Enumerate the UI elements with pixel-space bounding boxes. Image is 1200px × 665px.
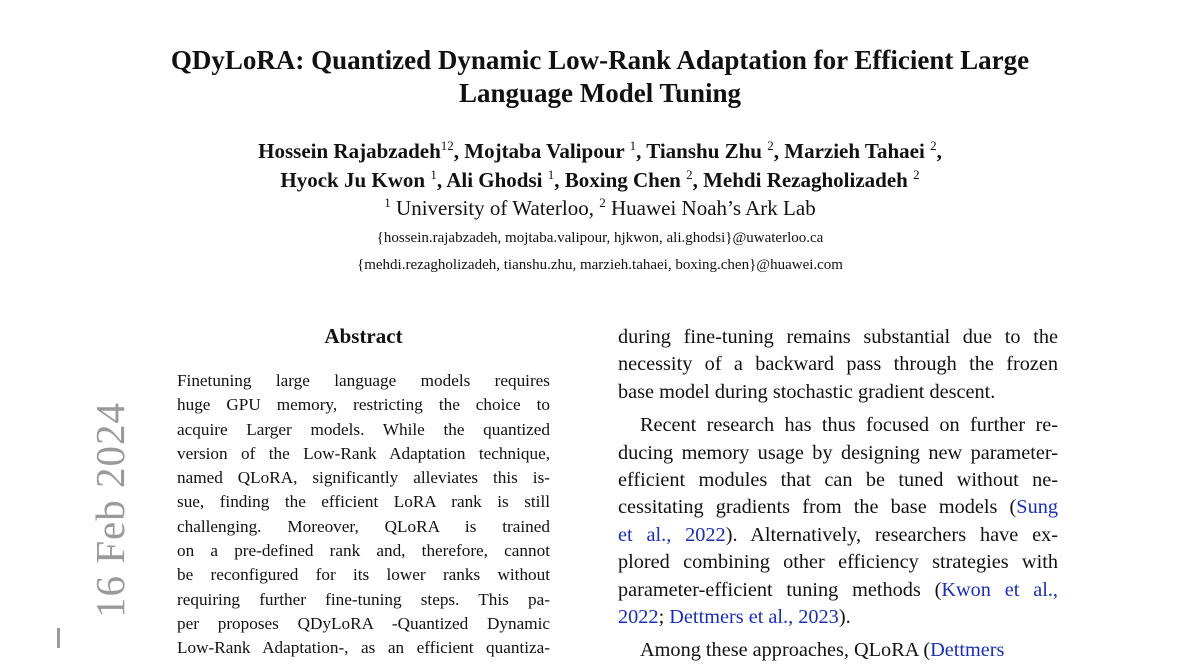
body-line: ducing memory usage by designing new parameter- <box>618 441 1058 464</box>
author-affil-sup: 1 <box>629 138 637 153</box>
body-line: parameter-efficient tuning methods (Kwon et al., <box>618 578 1058 601</box>
body-line: during fine-tuning remains substantial due to the <box>618 326 1058 348</box>
abstract-line: on a pre-defined rank and, therefore, cannot <box>177 541 550 561</box>
abstract-line: named QLoRA, significantly alleviates this is- <box>177 468 550 488</box>
paper-title <box>100 44 1100 110</box>
title-line-1: QDyLoRA: Quantized Dynamic Low-Rank Adaptation for Efficient Large <box>170 45 1030 75</box>
body-line: cessitating gradients from the base models (Sung <box>618 496 1058 519</box>
abstract-line: Finetuning large language models requires <box>177 371 550 390</box>
body-line: Among these approaches, QLoRA (Dettmers <box>640 639 1005 662</box>
citation-link[interactable]: 2022 <box>618 606 659 629</box>
author-affil-sup: 1 <box>430 167 437 182</box>
body-line: et al., 2022). Alternatively, researchers have ex- <box>618 523 1058 546</box>
author-name: Hossein Rajabzadeh <box>258 139 441 163</box>
citation-link[interactable]: Kwon et al., <box>941 578 1058 601</box>
author-name: Hyock Ju Kwon <box>280 168 426 192</box>
body-line: necessity of a backward pass through the frozen <box>618 353 1058 376</box>
abstract-line: acquire Larger models. While the quantized <box>177 419 550 439</box>
citation-link[interactable]: Dettmers <box>930 639 1005 662</box>
body-line: base model during stochastic gradient descent. <box>618 380 996 403</box>
affiliations <box>100 194 1100 222</box>
abstract-line: requiring further fine-tuning steps. This pa- <box>177 589 550 609</box>
affil-sup: 1 <box>384 195 391 210</box>
author-name: Marzieh Tahaei <box>784 139 925 163</box>
author-name: Mehdi Rezagholizadeh <box>703 168 908 192</box>
body-line: Recent research has thus focused on further re- <box>640 414 1058 437</box>
citation-link[interactable]: Sung <box>1016 496 1058 519</box>
author-affil-sup: 2 <box>686 167 693 182</box>
abstract-line: challenging. Moreover, QLoRA is trained <box>177 516 550 536</box>
body-line: efficient modules that can be tuned without ne- <box>618 469 1058 492</box>
author-name: Ali Ghodsi <box>446 168 543 192</box>
abstract-line: huge GPU memory, restricting the choice to <box>177 395 550 415</box>
title-line-2: Language Model Tuning <box>458 78 742 108</box>
affiliation-2: Huawei Noah’s Ark Lab <box>611 196 816 220</box>
abstract-heading: Abstract <box>324 324 403 348</box>
author-affil-sup: 1 <box>547 167 555 182</box>
body-line: 2022; Dettmers et al., 2023). <box>618 606 851 629</box>
body-line: plored combining other efficiency strategies with <box>618 551 1058 574</box>
abstract-line: Low-Rank Adaptation-, as an efficient quantiza- <box>177 638 550 658</box>
author-name: Boxing Chen <box>564 168 681 192</box>
abstract-body <box>177 369 550 661</box>
affiliation-1: University of Waterloo, <box>396 196 594 220</box>
affil-sup: 2 <box>599 195 606 210</box>
abstract-line: be reconfigured for its lower ranks without <box>177 565 550 585</box>
citation-link[interactable]: Dettmers et al., 2023 <box>669 606 839 629</box>
email-line-2: {mehdi.rezagholizadeh, tianshu.zhu, marzieh.tahaei, boxing.chen}@huawei.com <box>357 257 843 273</box>
author-affil-sup: 12 <box>440 138 454 153</box>
abstract-line: version of the Low-Rank Adaptation technique, <box>177 443 550 463</box>
author-affil-sup: 2 <box>930 138 937 153</box>
author-affil-sup: 2 <box>913 167 920 182</box>
author-affil-sup: 2 <box>767 138 774 153</box>
arxiv-watermark <box>20 0 133 648</box>
abstract-line: sue, finding the efficient LoRA rank is still <box>177 492 550 512</box>
abstract-line: per proposes QDyLoRA -Quantized Dynamic <box>177 613 550 633</box>
arxiv-date: 16 Feb 2024 <box>87 402 133 618</box>
author-name: Mojtaba Valipour <box>464 139 625 163</box>
author-list: Hossein Rajabzadeh$^{12}$, Mojtaba Valipour $^1$, Tianshu Zhu $^2$, Marzieh Tahaei $^2$, Hyock Ju Kwon $^1$, Ali Ghodsi $^1$, Boxing Chen $^2$, Mehdi Rezagholizadeh $^2$ <box>258 138 942 192</box>
arxiv-bar <box>57 628 60 648</box>
author-name: Tianshu Zhu <box>646 139 762 163</box>
email-line-1: {hossein.rajabzadeh, mojtaba.valipour, hjkwon, ali.ghodsi}@uwaterloo.ca <box>376 230 824 246</box>
citation-link[interactable]: et al., 2022 <box>618 523 726 546</box>
right-column <box>618 324 1058 665</box>
